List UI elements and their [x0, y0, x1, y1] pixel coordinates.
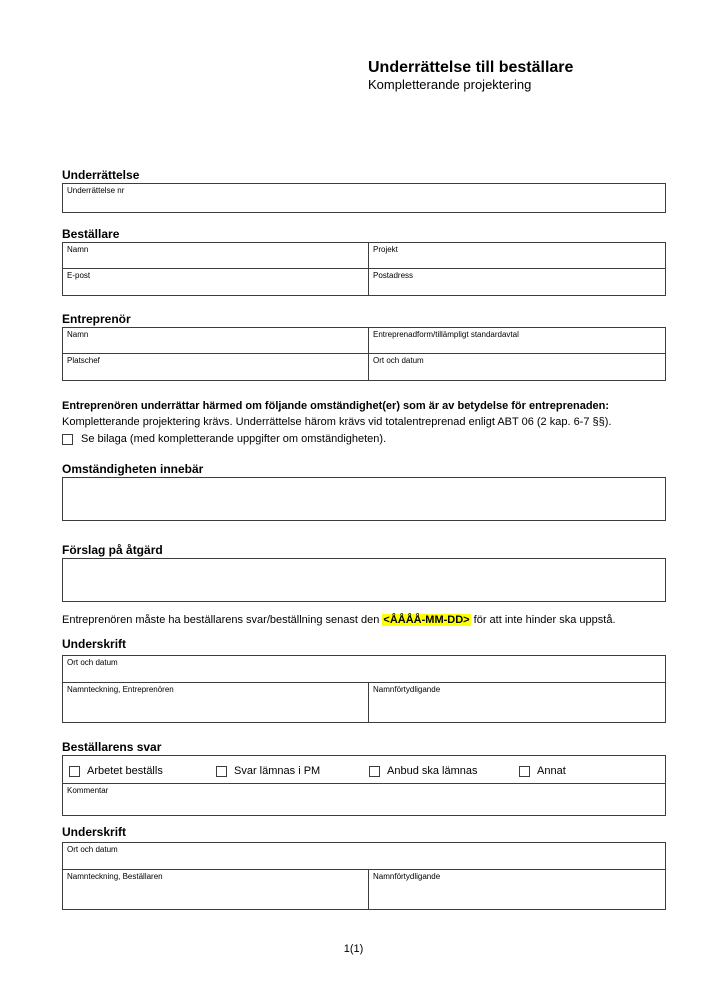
namnfortydligande-bestallare-field[interactable]	[369, 870, 665, 909]
svar-lamnas-i-pm-label: Svar lämnas i PM	[234, 765, 321, 777]
se-bilaga-row	[62, 432, 666, 447]
anbud-ska-lamnas-checkbox[interactable]	[369, 766, 380, 777]
underskrift-entreprenor-ort-datum-field[interactable]	[63, 656, 665, 683]
kommentar-field[interactable]	[63, 784, 665, 815]
annat-checkbox[interactable]	[519, 766, 530, 777]
underskrift-entreprenor-ort-datum-label: Ort och datum	[67, 658, 118, 667]
namnteckning-bestallaren-field[interactable]	[63, 870, 369, 909]
notice-bold-line: Entreprenören underrättar härmed om följande omständighet(er) som är av betydelse för entreprenaden:	[62, 400, 610, 412]
underskrift-bestallare-block	[62, 842, 666, 910]
entreprenor-platschef-label: Platschef	[67, 356, 100, 365]
notice-paragraph	[62, 398, 666, 447]
page-title: Underrättelse till beställare	[368, 59, 574, 76]
bestallare-postadress-field[interactable]	[369, 269, 665, 295]
entreprenor-ort-datum-label: Ort och datum	[373, 356, 424, 365]
svar-option-annat	[519, 764, 566, 779]
bestallare-projekt-label: Projekt	[373, 245, 398, 254]
notice-body-line: Kompletterande projektering krävs. Underrättelse härom krävs vid totalentreprenad enligt ABT 06 (2 kap. 6-7 §§).	[62, 416, 612, 428]
entreprenor-platschef-field[interactable]	[63, 354, 369, 380]
section-heading-underskrift-bestallare: Underskrift	[62, 825, 127, 839]
svar-option-arbetet-bestalls	[69, 764, 163, 779]
section-heading-entreprenor: Entreprenör	[62, 312, 131, 326]
underrattelse-nr-field[interactable]	[62, 183, 666, 213]
bestallare-postadress-label: Postadress	[373, 271, 414, 280]
page-subtitle: Kompletterande projektering	[368, 77, 532, 92]
forslag-textarea[interactable]	[62, 558, 666, 602]
section-heading-omstandigheten: Omständigheten innebär	[62, 462, 204, 476]
namnteckning-entreprenoren-label: Namnteckning, Entreprenören	[67, 685, 174, 694]
underskrift-entreprenor-block	[62, 655, 666, 723]
annat-label: Annat	[537, 765, 566, 777]
section-heading-bestallare: Beställare	[62, 227, 120, 241]
kommentar-label: Kommentar	[67, 786, 109, 795]
deadline-date-placeholder[interactable]: <ÅÅÅÅ-MM-DD>	[383, 614, 470, 626]
section-heading-underrattelse: Underrättelse	[62, 168, 140, 182]
svar-lamnas-i-pm-checkbox[interactable]	[216, 766, 227, 777]
bestallare-epost-label: E-post	[67, 271, 91, 280]
deadline-text-after: för att inte hinder ska uppstå.	[473, 614, 616, 626]
bestallare-epost-field[interactable]	[63, 269, 369, 295]
entreprenor-entreprenadform-label: Entreprenadform/tillämpligt standardavtal	[373, 330, 519, 339]
bestallare-namn-label: Namn	[67, 245, 89, 254]
namnteckning-entreprenoren-field[interactable]	[63, 683, 369, 722]
underrattelse-nr-label: Underrättelse nr	[67, 186, 125, 195]
svar-option-svar-lamnas-i-pm	[216, 764, 320, 779]
svar-option-anbud-ska-lamnas	[369, 764, 478, 779]
deadline-text-before: Entreprenören måste ha beställarens svar/beställning senast den	[62, 614, 380, 626]
omstandigheten-textarea[interactable]	[62, 477, 666, 521]
se-bilaga-checkbox[interactable]	[62, 434, 73, 445]
entreprenor-namn-label: Namn	[67, 330, 89, 339]
anbud-ska-lamnas-label: Anbud ska lämnas	[387, 765, 478, 777]
section-heading-forslag: Förslag på åtgärd	[62, 543, 163, 557]
bestallare-projekt-field[interactable]	[369, 243, 665, 269]
namnfortydligande-bestallare-label: Namnförtydligande	[373, 872, 441, 881]
section-heading-bestallarens-svar: Beställarens svar	[62, 740, 162, 754]
arbetet-bestalls-checkbox[interactable]	[69, 766, 80, 777]
bestallarens-svar-block	[62, 755, 666, 816]
bestallare-grid	[62, 242, 666, 296]
header	[368, 58, 666, 93]
namnteckning-bestallaren-label: Namnteckning, Beställaren	[67, 872, 163, 881]
entreprenor-grid	[62, 327, 666, 381]
page-number: 1(1)	[343, 943, 364, 955]
underskrift-bestallare-ort-datum-field[interactable]	[63, 843, 665, 870]
underskrift-bestallare-ort-datum-label: Ort och datum	[67, 845, 118, 854]
entreprenor-namn-field[interactable]	[63, 328, 369, 354]
se-bilaga-label: Se bilaga (med kompletterande uppgifter om omständigheten).	[81, 433, 387, 445]
entreprenor-ort-datum-field[interactable]	[369, 354, 665, 380]
arbetet-bestalls-label: Arbetet beställs	[87, 765, 163, 777]
deadline-sentence	[62, 612, 666, 628]
section-heading-underskrift-entreprenor: Underskrift	[62, 637, 127, 651]
namnfortydligande-entreprenor-label: Namnförtydligande	[373, 685, 441, 694]
svar-options-row	[63, 756, 665, 784]
bestallare-namn-field[interactable]	[63, 243, 369, 269]
namnfortydligande-entreprenor-field[interactable]	[369, 683, 665, 722]
entreprenor-entreprenadform-field[interactable]	[369, 328, 665, 354]
